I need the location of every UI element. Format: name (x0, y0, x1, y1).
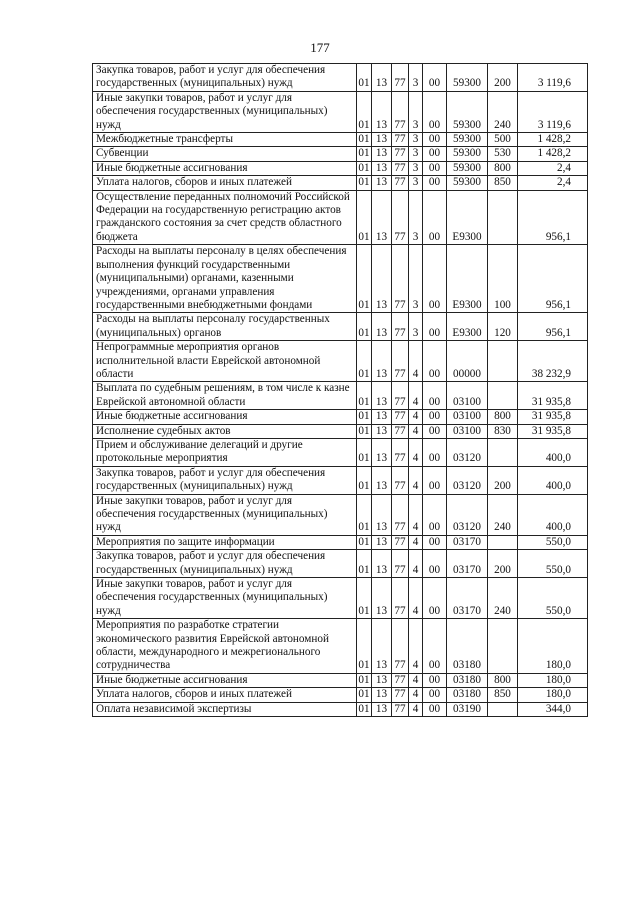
program-code-cell: 77 (392, 466, 409, 494)
amount-cell: 344,0 (518, 702, 588, 716)
amount-cell: 956,1 (518, 313, 588, 341)
subprogram-code-cell: 4 (409, 424, 423, 438)
table-row (93, 702, 588, 716)
subsection-code-cell: 13 (372, 688, 392, 702)
subsection-code-cell: 13 (372, 147, 392, 161)
row-name-cell: Уплата налогов, сборов и иных платежей (93, 688, 357, 702)
table-row (93, 147, 588, 161)
expense-type-code-cell: 530 (488, 147, 518, 161)
expense-code-cell: 03120 (447, 494, 488, 535)
expense-type-code-cell: 500 (488, 133, 518, 147)
section-code-cell: 01 (357, 382, 372, 410)
row-name-cell: Мероприятия по разработке стратегии экономического развития Еврейской автономной области, международного и межрегионального сотрудничества (93, 619, 357, 674)
subsection-code-cell: 13 (372, 466, 392, 494)
expense-code-cell: 03190 (447, 702, 488, 716)
program-code-cell: 77 (392, 64, 409, 92)
table-row (93, 133, 588, 147)
expense-type-code-cell: 850 (488, 176, 518, 190)
subprogram-code-cell: 3 (409, 161, 423, 175)
expense-type-code-cell: 240 (488, 578, 518, 619)
subsection-code-cell: 13 (372, 550, 392, 578)
section-code-cell: 01 (357, 550, 372, 578)
subprogram-code-cell: 4 (409, 619, 423, 674)
section-code-cell: 01 (357, 341, 372, 382)
program-code-cell: 77 (392, 91, 409, 132)
expense-type-code-cell: 240 (488, 91, 518, 132)
amount-cell: 550,0 (518, 550, 588, 578)
expense-code-cell: 03180 (447, 688, 488, 702)
amount-cell: 2,4 (518, 176, 588, 190)
section-code-cell: 01 (357, 438, 372, 466)
amount-cell: 31 935,8 (518, 382, 588, 410)
program-code-cell: 77 (392, 424, 409, 438)
subsection-code-cell: 13 (372, 702, 392, 716)
subsection-code-cell: 13 (372, 578, 392, 619)
table-row (93, 535, 588, 549)
section-code-cell: 01 (357, 466, 372, 494)
expense-code-cell: 03100 (447, 382, 488, 410)
amount-cell: 1 428,2 (518, 147, 588, 161)
program-code-cell: 77 (392, 438, 409, 466)
section-code-cell: 01 (358, 147, 370, 160)
amount-cell: 31 935,8 (518, 410, 588, 424)
direction-code-cell: 00 (423, 410, 447, 424)
expense-code-cell: 03180 (447, 673, 488, 687)
direction-code-cell: 00 (423, 133, 447, 147)
section-code-cell: 01 (357, 91, 372, 132)
expense-type-code-cell (488, 619, 518, 674)
amount-cell: 180,0 (518, 619, 588, 674)
amount-cell: 3 119,6 (518, 64, 588, 92)
direction-code-cell: 00 (423, 91, 447, 132)
direction-code-cell: 00 (423, 535, 447, 549)
subsection-code-cell: 13 (372, 133, 392, 147)
subprogram-code-cell: 4 (409, 702, 423, 716)
expense-type-code-cell (488, 438, 518, 466)
expense-type-code-cell (488, 382, 518, 410)
subprogram-code-cell: 3 (409, 176, 423, 190)
amount-cell: 31 935,8 (518, 424, 588, 438)
expense-code-cell: 59300 (447, 133, 488, 147)
expense-type-code-cell: 100 (488, 245, 518, 313)
expense-type-code-cell: 200 (488, 550, 518, 578)
subprogram-code-cell: 4 (409, 494, 423, 535)
program-code-cell: 77 (392, 688, 409, 702)
expense-code-cell: 03180 (447, 619, 488, 674)
program-code-cell: 77 (392, 702, 409, 716)
expense-code-cell: 59300 (447, 147, 488, 161)
subsection-code-cell: 13 (372, 619, 392, 674)
direction-code-cell: 00 (423, 245, 447, 313)
program-code-cell: 77 (392, 190, 409, 245)
row-name-cell: Закупка товаров, работ и услуг для обеспечения государственных (муниципальных) нужд (93, 466, 357, 494)
program-code-cell: 77 (392, 133, 409, 147)
program-code-cell: 77 (392, 147, 409, 161)
section-code-cell: 01 (358, 535, 370, 548)
expense-code-cell: 03170 (447, 535, 488, 549)
direction-code-cell: 00 (423, 466, 447, 494)
subprogram-code-cell: 3 (409, 91, 423, 132)
section-code-cell: 01 (357, 64, 372, 92)
section-code-cell: 01 (357, 619, 372, 674)
table-row (93, 424, 588, 438)
program-code-cell: 77 (392, 673, 409, 687)
subprogram-code-cell: 4 (409, 550, 423, 578)
expense-type-code-cell: 200 (488, 64, 518, 92)
expense-type-code-cell (488, 341, 518, 382)
expense-code-cell: 59300 (447, 64, 488, 92)
section-code-cell: 01 (357, 245, 372, 313)
expense-code-cell: 59300 (447, 161, 488, 175)
table-row (93, 313, 588, 341)
subsection-code-cell: 13 (372, 64, 392, 92)
row-name-cell: Исполнение судебных актов (93, 424, 357, 438)
direction-code-cell: 00 (423, 424, 447, 438)
program-code-cell: 77 (392, 410, 409, 424)
amount-cell: 3 119,6 (518, 91, 588, 132)
page-number: 177 (310, 40, 330, 55)
row-name-cell: Иные закупки товаров, работ и услуг для обеспечения государственных (муниципальных) нужд (93, 578, 357, 619)
subsection-code-cell: 13 (372, 190, 392, 245)
row-name-cell: Закупка товаров, работ и услуг для обеспечения государственных (муниципальных) нужд (93, 550, 357, 578)
subsection-code-cell: 13 (372, 341, 392, 382)
table-row (93, 673, 588, 687)
amount-cell: 550,0 (518, 535, 588, 549)
section-code-cell: 01 (358, 161, 370, 174)
row-name-cell: Расходы на выплаты персоналу государственных (муниципальных) органов (93, 313, 357, 341)
direction-code-cell: 00 (423, 619, 447, 674)
row-name-cell: Закупка товаров, работ и услуг для обеспечения государственных (муниципальных) нужд (93, 64, 357, 92)
expense-code-cell: 03170 (447, 578, 488, 619)
expense-type-code-cell: 800 (488, 673, 518, 687)
subprogram-code-cell: 4 (409, 673, 423, 687)
expense-type-code-cell: 240 (488, 494, 518, 535)
expense-code-cell: E9300 (447, 190, 488, 245)
row-name-cell: Расходы на выплаты персоналу в целях обеспечения выполнения функций государственными (муниципальными) органами, казенными учреждениями, органами управления государственными внебюджетными фондами (93, 245, 357, 313)
direction-code-cell: 00 (423, 161, 447, 175)
amount-cell: 2,4 (518, 161, 588, 175)
subsection-code-cell: 13 (372, 91, 392, 132)
amount-cell: 400,0 (518, 466, 588, 494)
direction-code-cell: 00 (423, 176, 447, 190)
expense-code-cell: 03120 (447, 466, 488, 494)
program-code-cell: 77 (392, 535, 409, 549)
subsection-code-cell: 13 (372, 313, 392, 341)
direction-code-cell: 00 (423, 688, 447, 702)
subprogram-code-cell: 3 (409, 64, 423, 92)
subprogram-code-cell: 4 (409, 410, 423, 424)
section-code-cell: 01 (357, 494, 372, 535)
table-row (93, 190, 588, 245)
table-row (93, 550, 588, 578)
table-row (93, 161, 588, 175)
section-code-cell: 01 (357, 578, 372, 619)
subprogram-code-cell: 4 (409, 688, 423, 702)
table-row (93, 410, 588, 424)
program-code-cell: 77 (392, 382, 409, 410)
direction-code-cell: 00 (423, 494, 447, 535)
direction-code-cell: 00 (423, 382, 447, 410)
row-name-cell: Непрограммные мероприятия органов исполнительной власти Еврейской автономной области (93, 341, 357, 382)
direction-code-cell: 00 (423, 702, 447, 716)
subsection-code-cell: 13 (372, 245, 392, 313)
table-row (93, 176, 588, 190)
row-name-cell: Иные бюджетные ассигнования (93, 410, 357, 424)
amount-cell: 956,1 (518, 190, 588, 245)
section-code-cell: 01 (358, 176, 370, 189)
amount-cell: 550,0 (518, 578, 588, 619)
table-row (93, 466, 588, 494)
expense-code-cell: 59300 (447, 91, 488, 132)
expense-code-cell: 03170 (447, 550, 488, 578)
table-row (93, 91, 588, 132)
expense-type-code-cell: 830 (488, 424, 518, 438)
subprogram-code-cell: 4 (409, 438, 423, 466)
section-code-cell: 01 (358, 702, 370, 715)
amount-cell: 180,0 (518, 688, 588, 702)
subprogram-code-cell: 4 (409, 578, 423, 619)
amount-cell: 956,1 (518, 245, 588, 313)
subsection-code-cell: 13 (372, 410, 392, 424)
expense-type-code-cell (488, 702, 518, 716)
expense-type-code-cell: 120 (488, 313, 518, 341)
table-row (93, 382, 588, 410)
expense-code-cell: E9300 (447, 245, 488, 313)
subsection-code-cell: 13 (372, 673, 392, 687)
subprogram-code-cell: 3 (409, 245, 423, 313)
table-row (93, 688, 588, 702)
subprogram-code-cell: 3 (409, 313, 423, 341)
row-name-cell: Уплата налогов, сборов и иных платежей (93, 176, 357, 190)
section-code-cell: 01 (358, 688, 370, 701)
direction-code-cell: 00 (423, 438, 447, 466)
table-row (93, 494, 588, 535)
section-code-cell: 01 (358, 133, 370, 146)
expense-type-code-cell (488, 190, 518, 245)
section-code-cell: 01 (358, 424, 370, 437)
program-code-cell: 77 (392, 494, 409, 535)
row-name-cell: Иные бюджетные ассигнования (93, 161, 357, 175)
row-name-cell: Мероприятия по защите информации (93, 535, 357, 549)
row-name-cell: Выплата по судебным решениям, в том числе к казне Еврейской автономной области (93, 382, 357, 410)
expense-type-code-cell: 200 (488, 466, 518, 494)
table-row (93, 245, 588, 313)
program-code-cell: 77 (392, 313, 409, 341)
table-row (93, 578, 588, 619)
program-code-cell: 77 (392, 550, 409, 578)
program-code-cell: 77 (392, 619, 409, 674)
row-name-cell: Иные бюджетные ассигнования (93, 673, 357, 687)
amount-cell: 1 428,2 (518, 133, 588, 147)
program-code-cell: 77 (392, 161, 409, 175)
row-name-cell: Иные закупки товаров, работ и услуг для обеспечения государственных (муниципальных) нужд (93, 91, 357, 132)
direction-code-cell: 00 (423, 673, 447, 687)
expense-type-code-cell: 850 (488, 688, 518, 702)
subsection-code-cell: 13 (372, 535, 392, 549)
program-code-cell: 77 (392, 341, 409, 382)
expense-code-cell: 59300 (447, 176, 488, 190)
row-name-cell: Оплата независимой экспертизы (93, 702, 357, 716)
section-code-cell: 01 (358, 410, 370, 423)
program-code-cell: 77 (392, 578, 409, 619)
subprogram-code-cell: 4 (409, 535, 423, 549)
table-row (93, 64, 588, 92)
table-row (93, 619, 588, 674)
subprogram-code-cell: 3 (409, 147, 423, 161)
section-code-cell: 01 (357, 313, 372, 341)
direction-code-cell: 00 (423, 578, 447, 619)
expense-code-cell: E9300 (447, 313, 488, 341)
subsection-code-cell: 13 (372, 176, 392, 190)
program-code-cell: 77 (392, 245, 409, 313)
amount-cell: 38 232,9 (518, 341, 588, 382)
row-name-cell: Осуществление переданных полномочий Российской Федерации на государственную регистрацию актов гражданского состояния за счет средств областного бюджета (93, 190, 357, 245)
direction-code-cell: 00 (423, 341, 447, 382)
table-row (93, 341, 588, 382)
direction-code-cell: 00 (423, 550, 447, 578)
direction-code-cell: 00 (423, 190, 447, 245)
subsection-code-cell: 13 (372, 161, 392, 175)
amount-cell: 180,0 (518, 673, 588, 687)
direction-code-cell: 00 (423, 64, 447, 92)
subprogram-code-cell: 3 (409, 133, 423, 147)
amount-cell: 400,0 (518, 438, 588, 466)
subsection-code-cell: 13 (372, 438, 392, 466)
subprogram-code-cell: 3 (409, 190, 423, 245)
program-code-cell: 77 (392, 176, 409, 190)
subsection-code-cell: 13 (372, 382, 392, 410)
direction-code-cell: 00 (423, 147, 447, 161)
row-name-cell: Межбюджетные трансферты (93, 133, 357, 147)
row-name-cell: Прием и обслуживание делегаций и другие протокольные мероприятия (93, 438, 357, 466)
amount-cell: 400,0 (518, 494, 588, 535)
expense-type-code-cell (488, 535, 518, 549)
expense-code-cell: 03100 (447, 424, 488, 438)
direction-code-cell: 00 (423, 313, 447, 341)
expense-type-code-cell: 800 (488, 161, 518, 175)
expense-code-cell: 00000 (447, 341, 488, 382)
subsection-code-cell: 13 (372, 494, 392, 535)
subprogram-code-cell: 4 (409, 466, 423, 494)
subprogram-code-cell: 4 (409, 382, 423, 410)
expense-code-cell: 03120 (447, 438, 488, 466)
subsection-code-cell: 13 (372, 424, 392, 438)
section-code-cell: 01 (358, 673, 370, 686)
row-name-cell: Иные закупки товаров, работ и услуг для обеспечения государственных (муниципальных) нужд (93, 494, 357, 535)
expense-code-cell: 03100 (447, 410, 488, 424)
table-row (93, 438, 588, 466)
budget-table (92, 63, 588, 717)
expense-type-code-cell: 800 (488, 410, 518, 424)
subprogram-code-cell: 4 (409, 341, 423, 382)
row-name-cell: Субвенции (93, 147, 357, 161)
section-code-cell: 01 (357, 190, 372, 245)
